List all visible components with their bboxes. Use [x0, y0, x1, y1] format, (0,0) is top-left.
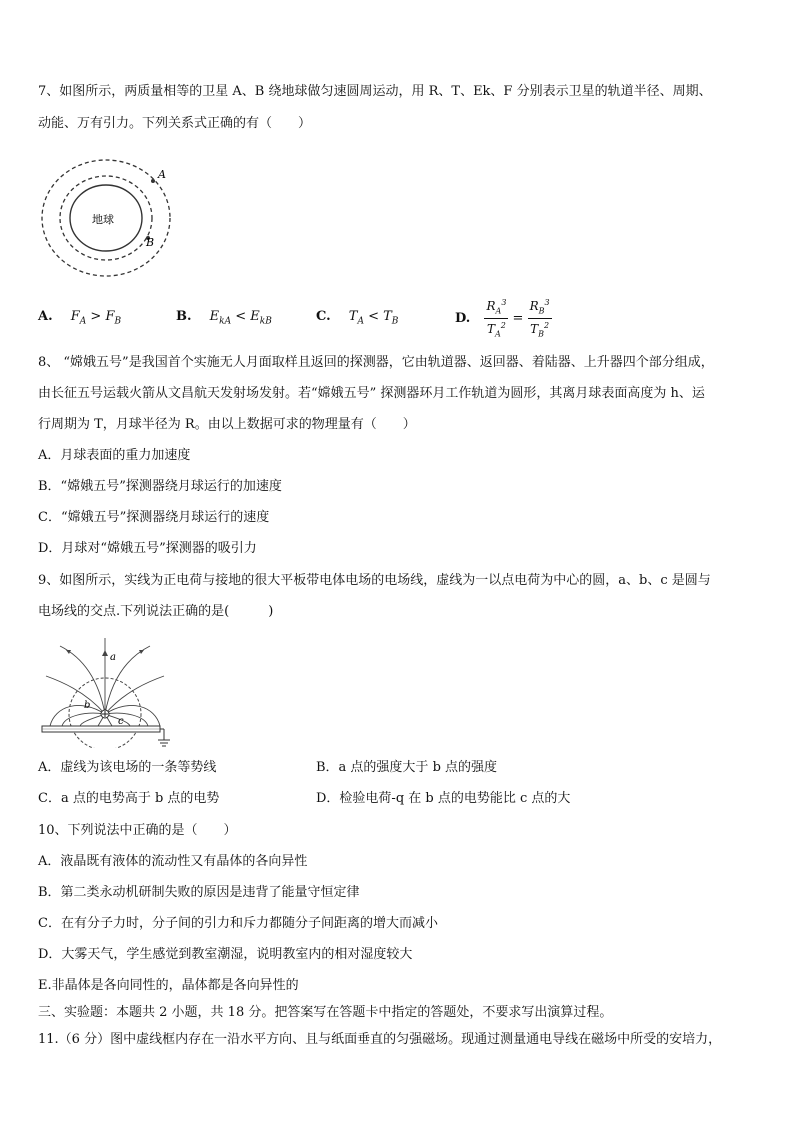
q9-option-c: C．a 点的电势高于 b 点的电势 [38, 791, 220, 806]
q10-option-c: C．在有分子力时，分子间的引力和斥力都随分子间距离的增大而减小 [38, 916, 438, 931]
label-a: A [158, 168, 166, 181]
q9-stem-line1: 9、如图所示，实线为正电荷与接地的很大平板带电体电场的电场线，虚线为一以点电荷为中心的圆，a、b、c 是圆与 [38, 573, 711, 588]
q9-stem-line2: 电场线的交点.下列说法正确的是( ) [38, 604, 274, 619]
q8-option-b: B．“嫦娥五号”探测器绕月球运行的加速度 [38, 479, 282, 494]
arrowheads [66, 650, 144, 656]
q7-stem-line1: 7、如图所示，两质量相等的卫星 A、B 绕地球做匀速圆周运动，用 R、T、Ek、F 分别表示卫星的轨道半径、周期、 [38, 84, 712, 99]
q10-option-d: D．大雾天气，学生感觉到教室潮湿，说明教室内的相对湿度较大 [38, 947, 413, 962]
earth-label: 地球 [92, 213, 114, 226]
label-a: a [110, 652, 116, 663]
q7-option-a: A. $F_A > F_B$ [38, 309, 122, 327]
satellite-a [151, 179, 155, 183]
q8-option-c: C．“嫦娥五号”探测器绕月球运行的速度 [38, 510, 270, 525]
q8-stem-line1: 8、 “嫦娥五号”是我国首个实施无人月面取样且返回的探测器，它由轨道器、返回器、着陆器、上升器四个部分组成， [38, 355, 714, 370]
q7-option-b: B. $E_{kA} < E_{kB}$ [176, 309, 272, 327]
q7-orbit-figure [40, 148, 190, 278]
q8-stem-line2: 由长征五号运载火箭从文昌航天发射场发射。若“嫦娥五号” 探测器环月工作轨道为圆形，其离月球表面高度为 h、运 [38, 386, 705, 401]
label-b: b [84, 700, 91, 711]
q10-option-a: A．液晶既有液体的流动性又有晶体的各向异性 [38, 854, 308, 869]
q7-option-d: D. $\frac{R_A^3}{T_A^2}$ = $\frac{R_B^3}{T_B^2}$ [455, 298, 550, 339]
q10-option-b: B．第二类永动机研制失败的原因是违背了能量守恒定律 [38, 885, 360, 900]
q9-option-b: B．a 点的强度大于 b 点的强度 [316, 760, 498, 775]
q9-field-figure [40, 636, 175, 748]
q9-option-d: D．检验电荷-q 在 b 点的电势能比 c 点的大 [316, 791, 571, 806]
section3-heading: 三、实验题：本题共 2 小题，共 18 分。把答案写在答题卡中指定的答题处，不要求写出演算过程。 [38, 1005, 613, 1020]
q8-option-a: A．月球表面的重力加速度 [38, 448, 191, 463]
q7-option-c: C. $T_A < T_B$ [316, 309, 399, 327]
q10-stem: 10、下列说法中正确的是（ ） [38, 823, 237, 838]
q8-option-d: D．月球对“嫦娥五号”探测器的吸引力 [38, 541, 257, 556]
q8-stem-line3: 行周期为 T，月球半径为 R。由以上数据可求的物理量有（ ） [38, 417, 416, 432]
q7-stem-line2: 动能、万有引力。下列关系式正确的有（ ） [38, 116, 312, 131]
q9-option-a: A．虚线为该电场的一条等势线 [38, 760, 217, 775]
label-b: B [146, 236, 155, 249]
label-c: c [118, 716, 124, 727]
q11-stem-line1: 11.（6 分）图中虚线框内存在一沿水平方向、且与纸面垂直的匀强磁场。现通过测量通电导线在磁场中所受的安培力， [38, 1032, 722, 1047]
q10-option-e: E.非晶体是各向同性的，晶体都是各向异性的 [38, 978, 299, 993]
